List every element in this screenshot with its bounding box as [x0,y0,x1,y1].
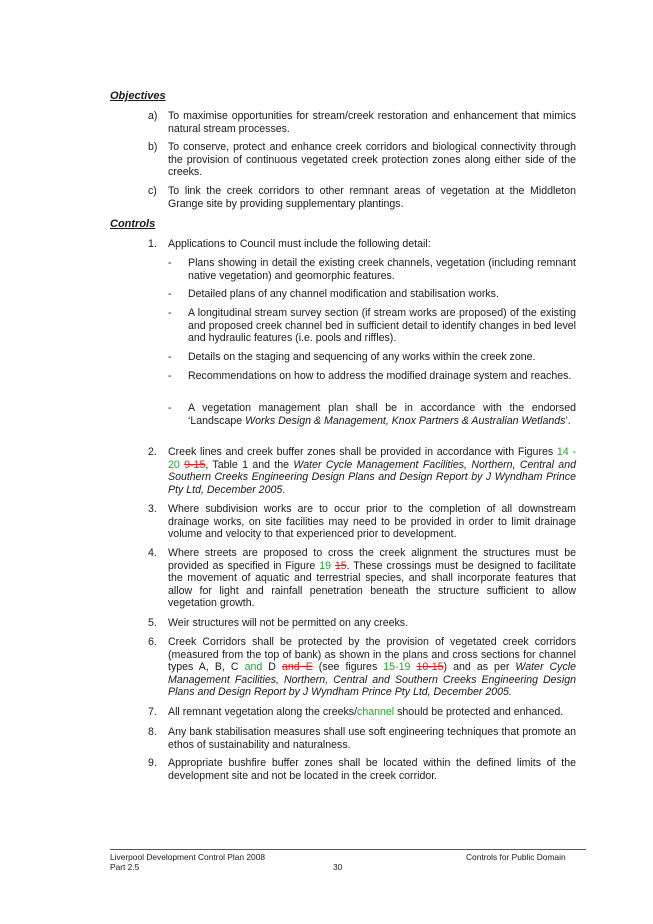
italic-run: Works Design & Management, Knox Partners & Australian Wetlands [245,414,566,427]
page-number: 30 [333,862,343,872]
inserted-text: channel [357,706,395,718]
control-text: Applications to Council must include the following detail: [168,238,431,250]
control-number: 4. [148,547,157,559]
objectives-heading: Objectives [110,90,166,102]
footer-divider [110,849,586,850]
sub-item [168,257,576,282]
text-run: . These crossings must be designed to facilitate the movement of aquatic and terrestrial species, and shall incorporate features that allow for light and rainfall penetration beneath the structure sufficient to allow vegetation growth. [168,559,576,610]
deleted-text: 15 [334,559,347,572]
objective-label: a) [148,110,158,122]
text-run: Where streets are proposed to cross the creek alignment the structures must be provided as specified in Figure [168,547,576,572]
text-run: A vegetation management plan shall be in accordance with the endorsed ‘Landscape [188,402,576,427]
inserted-text: 14 - 20 [168,446,576,471]
objective-item [148,110,576,135]
objective-text: To link the creek corridors to other remnant areas of vegetation at the Middleton Grange site by providing supplementary plantings. [168,185,576,210]
objective-item [148,141,576,179]
sub-item-text: Recommendations on how to address the modified drainage system and reaches. [188,370,572,382]
control-item [148,757,576,782]
objective-label: c) [148,185,157,197]
control-text [148,446,576,496]
control-number: 9. [148,757,157,769]
control-text [148,636,576,699]
control-number: 7. [148,706,157,718]
objective-text: To conserve, protect and enhance creek corridors and biological connectivity through the provision of continuous vegetated creek protection zones along either side of the creeks. [168,141,576,179]
dash-bullet: - [168,351,172,363]
objective-item [148,185,576,210]
control-item [148,547,576,610]
control-item [148,238,576,251]
sub-item-text: Plans showing in detail the existing creek channels, vegetation (including remnant native vegetation) and geomorphic features. [188,257,576,282]
control-item [148,446,576,496]
sub-item [168,307,576,345]
inserted-text: 19 [319,559,331,572]
dash-bullet: - [168,257,172,269]
control-number: 8. [148,726,157,738]
footer-left [110,852,265,872]
control-number: 2. [148,446,157,458]
control-text: Appropriate bushfire buffer zones shall be located within the defined limits of the development site and not be located in the creek corridor. [168,757,576,782]
objective-text: To maximise opportunities for stream/creek restoration and enhancement that mimics natural stream processes. [168,110,576,135]
text-run: Creek lines and creek buffer zones shall be provided in accordance with Figures [168,446,557,458]
control-number: 6. [148,636,157,648]
text-run: All remnant vegetation along the creeks/ [168,706,358,718]
control-item [148,503,576,541]
deleted-text: 9-15 [184,458,206,471]
control-number: 1. [148,238,157,250]
deleted-text: 10-15 [416,661,444,674]
text-run: Creek Corridors shall be protected by the provision of vegetated creek corridors (measured from the top of bank) as shown in the plans and cross sections for channel types A, B, C [168,636,576,674]
sub-item [168,402,576,427]
control-text [148,706,576,719]
inserted-text: and [244,661,263,674]
controls-heading: Controls [110,218,156,230]
control-text: Where subdivision works are to occur prior to the completion of all downstream drainage works, on site facilities may need to be provided in order to limit drainage volume and velocity to that experienced prior to development. [168,503,576,541]
dash-bullet: - [168,402,172,414]
text-run: should be protected and enhanced. [394,706,564,718]
footer-document-title: Liverpool Development Control Plan 2008 [110,852,266,862]
control-number: 5. [148,617,157,629]
dash-bullet: - [168,288,172,300]
text-run: (see figures [312,661,384,674]
sub-item-text: A longitudinal stream survey section (if stream works are proposed) of the existing and proposed creek channel bed in sufficient detail to identify changes in bed level and hydraulic features (i.e. pools and riffles). [188,307,576,345]
control-number: 3. [148,503,157,515]
sub-item [168,351,576,364]
objective-label: b) [148,141,158,153]
sub-item [168,370,576,383]
control-text [148,547,576,610]
control-item [148,706,576,719]
control-text: Any bank stabilisation measures shall use soft engineering techniques that promote an ethos of sustainability and naturalness. [168,726,576,751]
inserted-text: 15-19 [383,661,411,674]
control-item [148,617,576,630]
text-run: ’. [565,414,571,427]
sub-item-text [168,402,576,427]
italic-run: Water Cycle Management Facilities, Northern, Central and Southern Creeks Engineering Design Plans and Design Report by J Wyndham Prince Pty Ltd, December 2005 [168,458,576,496]
control-item [148,636,576,699]
footer-section-title: Controls for Public Domain [466,852,566,862]
footer-part: Part 2.5 [110,862,140,872]
sub-item-text: Details on the staging and sequencing of any works within the creek zone. [188,351,536,363]
sub-item-text: Detailed plans of any channel modification and stabilisation works. [188,288,499,300]
text-run: D [262,661,282,674]
text-run: . [282,483,286,496]
text-run: , Table 1 and the [205,458,294,471]
sub-item [168,288,576,301]
dash-bullet: - [168,307,172,319]
text-run: ) and as per [443,661,516,674]
control-text: Weir structures will not be permitted on any creeks. [168,617,409,629]
control-item [148,726,576,751]
deleted-text: and E [281,661,313,674]
italic-run: Water Cycle Management Facilities, Northern, Central and Southern Creeks Engineering Design Plans and Design Report by J Wyndham Prince Pty Ltd, December 2005. [168,661,576,699]
dash-bullet: - [168,370,172,382]
